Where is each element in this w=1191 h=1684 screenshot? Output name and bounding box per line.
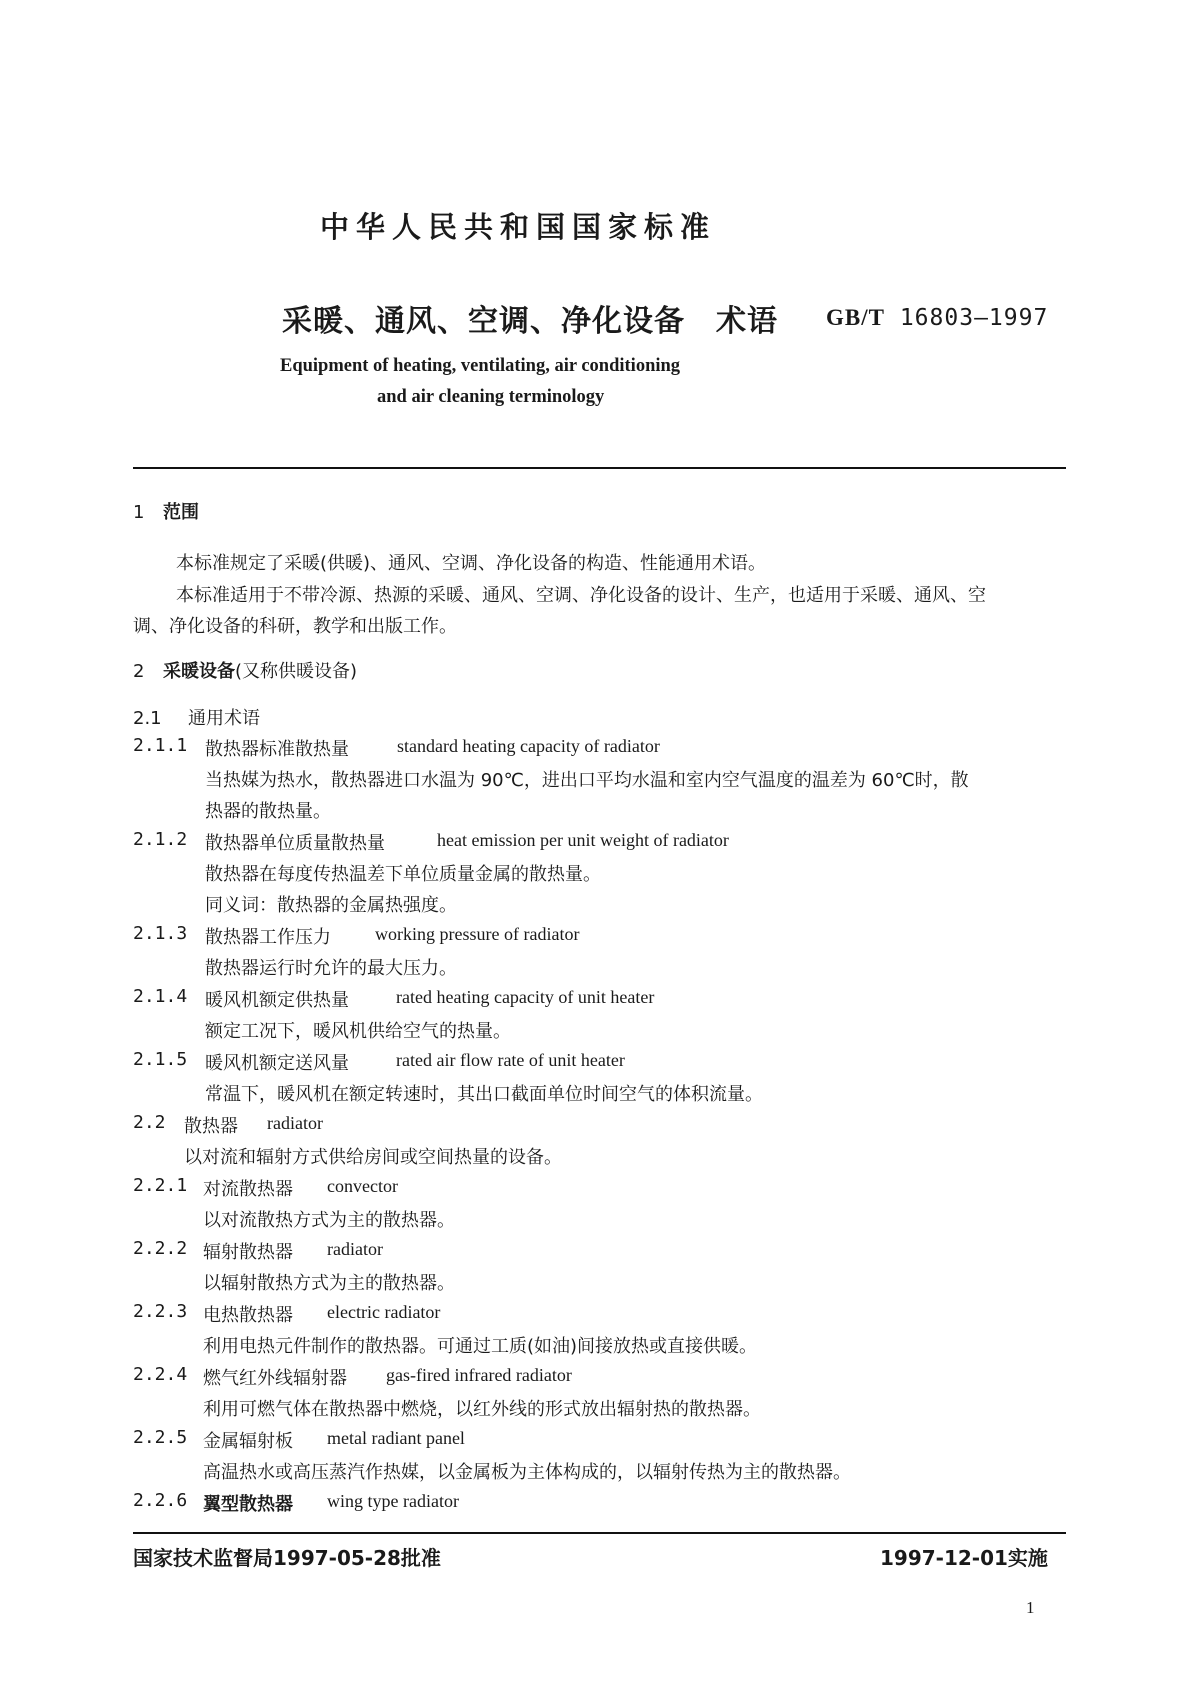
term-number: 2.1.2 (133, 829, 188, 850)
term-number: 2.2.2 (133, 1238, 188, 1259)
term-name-cn: 散热器工作压力 (205, 927, 331, 948)
term-number: 2.2 (133, 1112, 166, 1133)
term-definition: 额定工况下，暖风机供给空气的热量。 (205, 1021, 511, 1042)
term-number: 2.2.5 (133, 1427, 188, 1448)
term-definition: 利用电热元件制作的散热器。可通过工质(如油)间接放热或直接供暖。 (203, 1336, 758, 1357)
term-name-cn: 散热器标准散热量 (205, 739, 349, 760)
term-name-en: radiator (267, 1113, 323, 1133)
term-number: 2.1.5 (133, 1049, 188, 1070)
term-definition: 当热媒为热水，散热器进口水温为 90℃，进出口平均水温和室内空气温度的温差为 60℃时，散 (205, 770, 969, 791)
section-2-heading (133, 657, 357, 683)
term-name-en: rated heating capacity of unit heater (396, 987, 655, 1007)
term-name-cn: 散热器 (184, 1116, 238, 1137)
section-title: 通用术语 (188, 708, 260, 729)
term-name-en: electric radiator (327, 1302, 441, 1322)
term-definition: 利用可燃气体在散热器中燃烧，以红外线的形式放出辐射热的散热器。 (203, 1399, 761, 1420)
term-name-en: convector (327, 1176, 398, 1196)
section-subtitle: (又称供暖设备) (235, 661, 358, 682)
term-name-en: working pressure of radiator (375, 924, 580, 944)
term-definition: 高温热水或高压蒸汽作热媒，以金属板为主体构成的，以辐射传热为主的散热器。 (203, 1462, 851, 1483)
term-name-en: heat emission per unit weight of radiator (437, 830, 729, 850)
term-definition: 以对流和辐射方式供给房间或空间热量的设备。 (184, 1147, 562, 1168)
term-number: 2.1.4 (133, 986, 188, 1007)
section-title: 采暖设备 (163, 661, 235, 682)
document-title-en-line2: and air cleaning terminology (377, 387, 605, 407)
term-name-en: rated air flow rate of unit heater (396, 1050, 625, 1070)
term-name-en: wing type radiator (327, 1491, 459, 1511)
scope-paragraph-1: 本标准规定了采暖(供暖)、通风、空调、净化设备的构造、性能通用术语。 (176, 553, 767, 574)
scope-paragraph-2a: 本标准适用于不带冷源、热源的采暖、通风、空调、净化设备的设计、生产，也适用于采暖、通风、空 (176, 585, 986, 606)
term-definition: 常温下，暖风机在额定转速时，其出口截面单位时间空气的体积流量。 (205, 1084, 763, 1105)
term-name-cn: 燃气红外线辐射器 (203, 1368, 347, 1389)
term-number: 2.1.1 (133, 735, 188, 756)
scope-paragraph-2b: 调、净化设备的科研，教学和出版工作。 (133, 616, 457, 637)
section-title: 范围 (163, 502, 199, 523)
header-divider (133, 467, 1066, 469)
term-number: 2.2.3 (133, 1301, 188, 1322)
standard-number: 16803—1997 (899, 305, 1049, 331)
term-name-cn: 金属辐射板 (203, 1431, 293, 1452)
section-2-1-heading (133, 704, 260, 730)
term-definition: 以对流散热方式为主的散热器。 (203, 1210, 455, 1231)
term-name-en: radiator (327, 1239, 383, 1259)
section-number: 1 (133, 502, 145, 523)
section-number: 2.1 (133, 708, 162, 729)
national-standard-heading: 中华人民共和国国家标准 (320, 210, 717, 244)
term-number: 2.1.3 (133, 923, 188, 944)
standard-prefix: GB/T (826, 305, 885, 330)
term-number: 2.2.1 (133, 1175, 188, 1196)
term-number: 2.2.4 (133, 1364, 188, 1385)
term-name-cn: 暖风机额定送风量 (205, 1053, 349, 1074)
term-name-cn: 辐射散热器 (203, 1242, 293, 1263)
term-name-cn: 对流散热器 (203, 1179, 293, 1200)
term-name-cn: 暖风机额定供热量 (205, 990, 349, 1011)
section-number: 2 (133, 661, 145, 682)
term-name-cn: 翼型散热器 (203, 1494, 293, 1515)
term-name-en: standard heating capacity of radiator (397, 736, 660, 756)
term-definition: 散热器运行时允许的最大压力。 (205, 958, 457, 979)
approval-date: 国家技术监督局1997-05-28批准 (133, 1546, 441, 1570)
term-definition: 以辐射散热方式为主的散热器。 (203, 1273, 455, 1294)
section-1-heading (133, 498, 199, 524)
standard-code (826, 305, 1048, 331)
document-title-en-line1: Equipment of heating, ventilating, air conditioning (280, 356, 681, 376)
term-synonym: 同义词：散热器的金属热强度。 (205, 895, 457, 916)
page-number: 1 (1026, 1598, 1035, 1617)
term-name-cn: 散热器单位质量散热量 (205, 833, 385, 854)
term-number: 2.2.6 (133, 1490, 188, 1511)
term-name-cn: 电热散热器 (203, 1305, 293, 1326)
term-definition: 热器的散热量。 (205, 801, 331, 822)
term-name-en: metal radiant panel (327, 1428, 465, 1448)
term-definition: 散热器在每度传热温差下单位质量金属的散热量。 (205, 864, 601, 885)
footer-divider (133, 1532, 1066, 1534)
document-title-cn: 采暖、通风、空调、净化设备 术语 (282, 304, 778, 339)
implementation-date: 1997-12-01实施 (880, 1546, 1048, 1570)
term-name-en: gas-fired infrared radiator (386, 1365, 572, 1385)
